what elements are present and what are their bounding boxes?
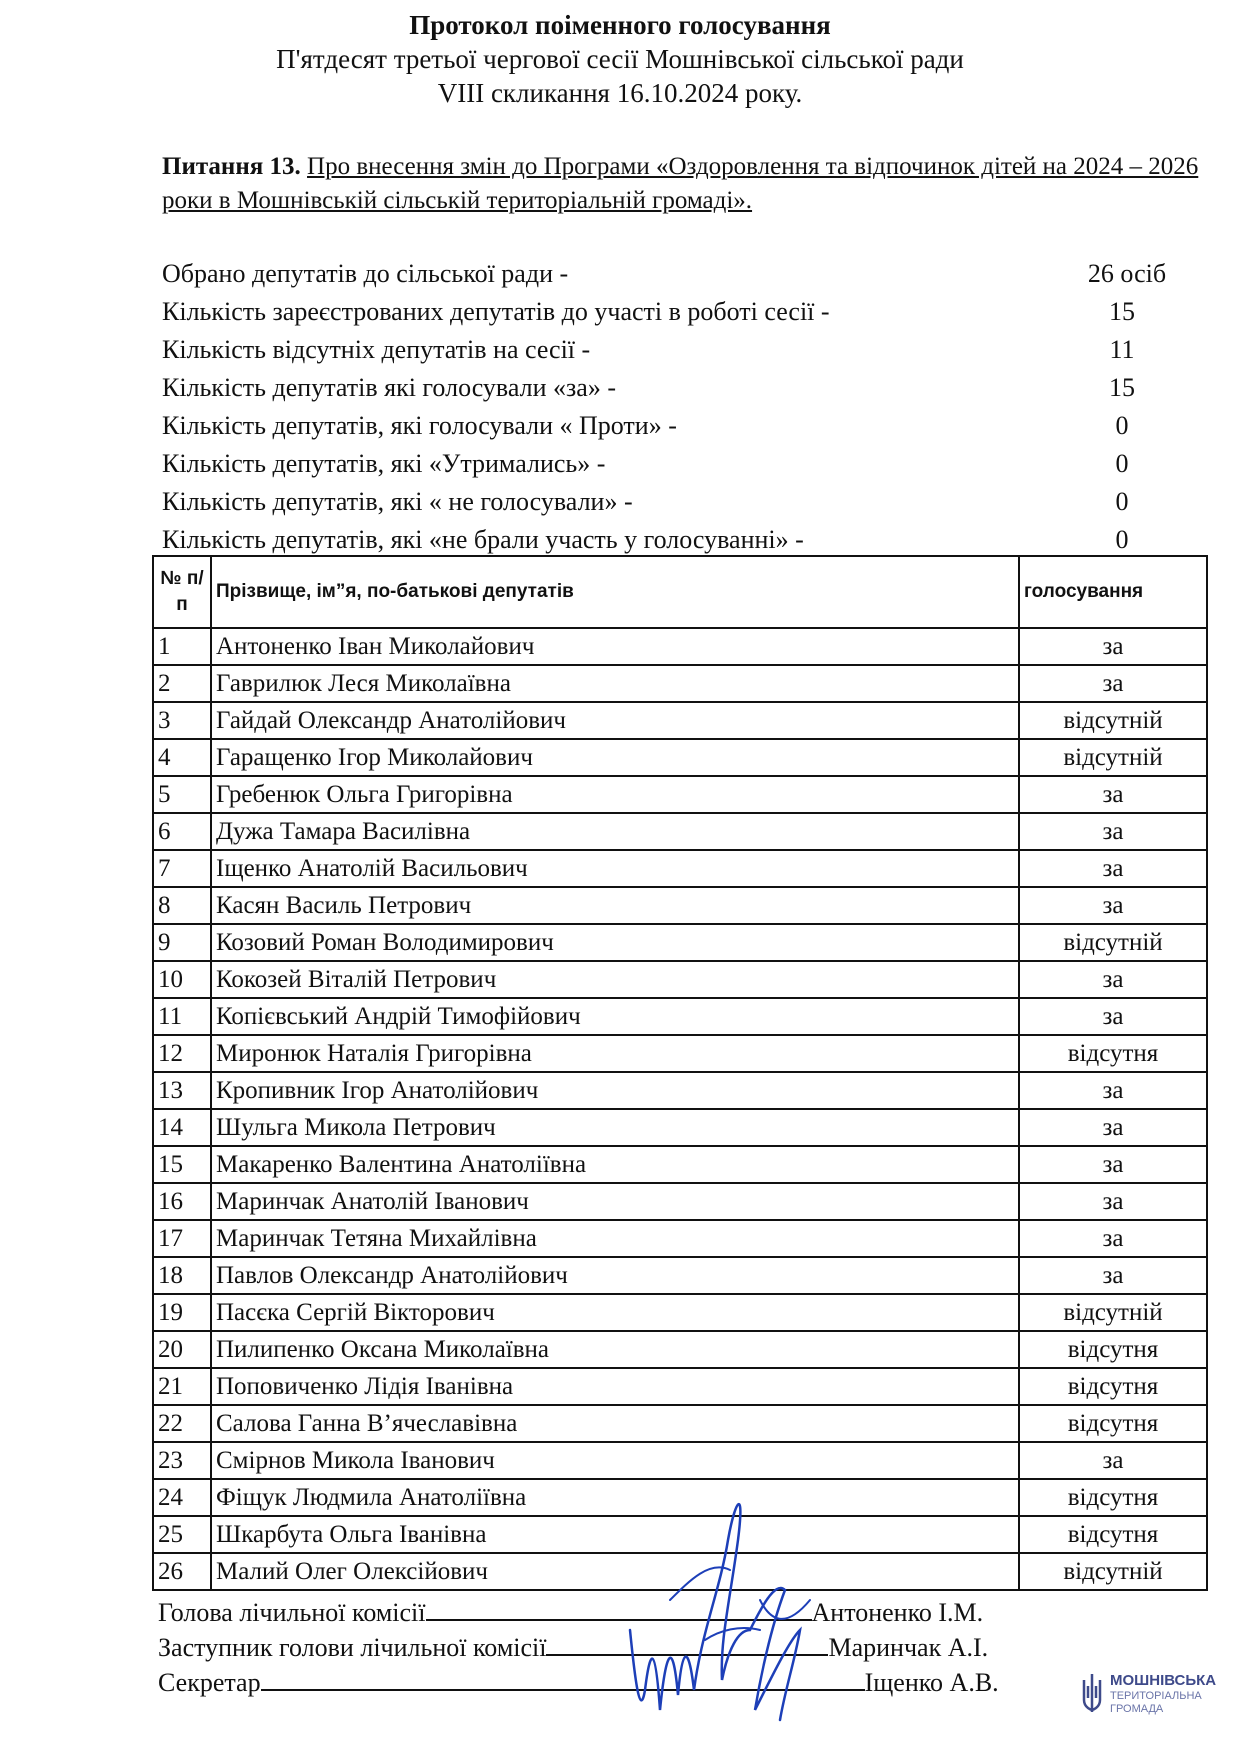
stat-label: Кількість зареєстрованих депутатів до участі в роботі сесії - bbox=[162, 297, 830, 326]
signature-role: Секретар bbox=[158, 1668, 261, 1697]
roll-call-table bbox=[152, 555, 1208, 1591]
row-number: 2 bbox=[153, 665, 211, 702]
stat-label: Кількість депутатів, які «Утримались» - bbox=[162, 449, 606, 478]
table-row bbox=[153, 1405, 1207, 1442]
row-number: 10 bbox=[153, 961, 211, 998]
row-number: 5 bbox=[153, 776, 211, 813]
deputy-name: Павлов Олександр Анатолійович bbox=[211, 1257, 1019, 1294]
vote-result: за bbox=[1019, 813, 1207, 850]
deputy-name: Іщенко Анатолій Васильович bbox=[211, 850, 1019, 887]
session-line: П'ятдесят третьої чергової сесії Мошнівської сільської ради bbox=[276, 44, 964, 74]
stat-row bbox=[162, 407, 1162, 445]
stat-row bbox=[162, 293, 1162, 331]
deputy-name: Поповиченко Лідія Іванівна bbox=[211, 1368, 1019, 1405]
logo-text bbox=[1110, 1672, 1216, 1716]
signature-name: Іщенко А.В. bbox=[864, 1668, 999, 1697]
vote-result: за bbox=[1019, 1109, 1207, 1146]
stat-value: 11 bbox=[1109, 335, 1135, 364]
table-row bbox=[153, 1035, 1207, 1072]
table-row bbox=[153, 1146, 1207, 1183]
stat-label: Кількість відсутніх депутатів на сесії - bbox=[162, 335, 591, 364]
stat-row bbox=[162, 445, 1162, 483]
deputy-name: Пасєка Сергій Вікторович bbox=[211, 1294, 1019, 1331]
vote-result: за bbox=[1019, 776, 1207, 813]
vote-result: за bbox=[1019, 1257, 1207, 1294]
vote-result: відсутня bbox=[1019, 1368, 1207, 1405]
table-row bbox=[153, 1442, 1207, 1479]
vote-result: відсутня bbox=[1019, 1405, 1207, 1442]
vote-result: за bbox=[1019, 850, 1207, 887]
deputy-name: Козовий Роман Володимирович bbox=[211, 924, 1019, 961]
deputy-name: Шульга Микола Петрович bbox=[211, 1109, 1019, 1146]
table-row bbox=[153, 1331, 1207, 1368]
protocol-header bbox=[0, 8, 1240, 110]
signature-role: Голова лічильної комісії bbox=[158, 1598, 426, 1627]
table-row bbox=[153, 850, 1207, 887]
table-row bbox=[153, 924, 1207, 961]
stat-label: Кількість депутатів, які голосували « Проти» - bbox=[162, 411, 677, 440]
deputy-name: Гаращенко Ігор Миколайович bbox=[211, 739, 1019, 776]
deputy-name: Гайдай Олександр Анатолійович bbox=[211, 702, 1019, 739]
vote-result: відсутня bbox=[1019, 1331, 1207, 1368]
vote-result: за bbox=[1019, 628, 1207, 665]
stat-row bbox=[162, 483, 1162, 521]
table-row bbox=[153, 739, 1207, 776]
deputy-name: Антоненко Іван Миколайович bbox=[211, 628, 1019, 665]
vote-result: за bbox=[1019, 1146, 1207, 1183]
deputy-name: Кропивник Ігор Анатолійович bbox=[211, 1072, 1019, 1109]
agenda-question: Питання 13. Про внесення змін до Програми «Оздоровлення та відпочинок дітей на 2024 – 2026 роки в Мошнівській сільській територіальній громаді». bbox=[162, 153, 1199, 214]
row-number: 16 bbox=[153, 1183, 211, 1220]
vote-result: за bbox=[1019, 665, 1207, 702]
stat-row bbox=[162, 331, 1162, 369]
deputy-name: Фіщук Людмила Анатоліївна bbox=[211, 1479, 1019, 1516]
vote-result: за bbox=[1019, 1183, 1207, 1220]
stat-value: 0 bbox=[1115, 411, 1129, 440]
row-number: 21 bbox=[153, 1368, 211, 1405]
table-row bbox=[153, 702, 1207, 739]
signature-role: Заступник голови лічильної комісії bbox=[158, 1633, 547, 1662]
deputy-name: Гребенюк Ольга Григорівна bbox=[211, 776, 1019, 813]
vote-result: за bbox=[1019, 961, 1207, 998]
header-vote: голосування bbox=[1019, 556, 1207, 628]
stat-value: 0 bbox=[1115, 487, 1129, 516]
table-row bbox=[153, 1257, 1207, 1294]
row-number: 4 bbox=[153, 739, 211, 776]
table-row bbox=[153, 1109, 1207, 1146]
vote-result: відсутня bbox=[1019, 1479, 1207, 1516]
vote-result: за bbox=[1019, 887, 1207, 924]
table-body bbox=[153, 628, 1207, 1590]
vote-result: за bbox=[1019, 1220, 1207, 1257]
stat-value: 15 bbox=[1109, 373, 1135, 402]
row-number: 3 bbox=[153, 702, 211, 739]
row-number: 14 bbox=[153, 1109, 211, 1146]
stat-label: Кількість депутатів, які «не брали участь у голосуванні» - bbox=[162, 525, 804, 554]
deputy-name: Кокозей Віталій Петрович bbox=[211, 961, 1019, 998]
vote-result: за bbox=[1019, 1442, 1207, 1479]
header-deputy-name: Прізвище, ім”я, по-батькові депутатів bbox=[211, 556, 1019, 628]
vote-result: відсутній bbox=[1019, 924, 1207, 961]
question-number: Питання 13 bbox=[162, 153, 295, 180]
stat-row bbox=[162, 369, 1162, 407]
row-number: 7 bbox=[153, 850, 211, 887]
row-number: 19 bbox=[153, 1294, 211, 1331]
row-number: 8 bbox=[153, 887, 211, 924]
row-number: 17 bbox=[153, 1220, 211, 1257]
row-number: 24 bbox=[153, 1479, 211, 1516]
row-number: 20 bbox=[153, 1331, 211, 1368]
deputy-name: Шкарбута Ольга Іванівна bbox=[211, 1516, 1019, 1553]
convocation-line: VIII скликання 16.10.2024 року. bbox=[437, 78, 803, 108]
row-number: 12 bbox=[153, 1035, 211, 1072]
vote-result: відсутній bbox=[1019, 739, 1207, 776]
deputy-name: Маринчак Анатолій Іванович bbox=[211, 1183, 1019, 1220]
deputy-name: Миронюк Наталія Григорівна bbox=[211, 1035, 1019, 1072]
table-row bbox=[153, 776, 1207, 813]
vote-result: за bbox=[1019, 1072, 1207, 1109]
row-number: 22 bbox=[153, 1405, 211, 1442]
table-row bbox=[153, 813, 1207, 850]
table-row bbox=[153, 1368, 1207, 1405]
table-row bbox=[153, 665, 1207, 702]
row-number: 11 bbox=[153, 998, 211, 1035]
table-row bbox=[153, 1072, 1207, 1109]
row-number: 13 bbox=[153, 1072, 211, 1109]
deputy-name: Салова Ганна В’ячеславівна bbox=[211, 1405, 1019, 1442]
community-logo bbox=[1080, 1672, 1235, 1732]
vote-result: відсутня bbox=[1019, 1035, 1207, 1072]
header-number: № п/п bbox=[153, 556, 211, 628]
stat-label: Обрано депутатів до сільської ради - bbox=[162, 259, 569, 288]
stat-value: 15 bbox=[1109, 297, 1135, 326]
deputy-name: Малий Олег Олексійович bbox=[211, 1553, 1019, 1590]
table-row bbox=[153, 961, 1207, 998]
table-header-row bbox=[153, 556, 1207, 628]
table-row bbox=[153, 1294, 1207, 1331]
row-number: 18 bbox=[153, 1257, 211, 1294]
row-number: 15 bbox=[153, 1146, 211, 1183]
vote-result: відсутній bbox=[1019, 702, 1207, 739]
row-number: 26 bbox=[153, 1553, 211, 1590]
signature-name: Антоненко І.М. bbox=[811, 1598, 984, 1627]
vote-result: відсутній bbox=[1019, 1294, 1207, 1331]
table-row bbox=[153, 1183, 1207, 1220]
signature-name: Маринчак А.І. bbox=[828, 1633, 989, 1662]
row-number: 1 bbox=[153, 628, 211, 665]
stat-value: 0 bbox=[1115, 449, 1129, 478]
stat-label: Кількість депутатів які голосували «за» - bbox=[162, 373, 616, 402]
logo-title: МОШНІВСЬКА bbox=[1110, 1672, 1217, 1689]
protocol-title: Протокол поіменного голосування bbox=[409, 10, 831, 40]
row-number: 23 bbox=[153, 1442, 211, 1479]
row-number: 6 bbox=[153, 813, 211, 850]
stat-row bbox=[162, 255, 1167, 293]
deputy-name: Гаврилюк Леся Миколаївна bbox=[211, 665, 1019, 702]
deputy-name: Смірнов Микола Іванович bbox=[211, 1442, 1019, 1479]
deputy-name: Копієвський Андрій Тимофійович bbox=[211, 998, 1019, 1035]
logo-subtitle-2: ГРОМАДА bbox=[1110, 1703, 1164, 1715]
stat-value: 0 bbox=[1115, 525, 1129, 554]
table-row bbox=[153, 1220, 1207, 1257]
question-topic: Про внесення змін до Програми «Оздоровлення та відпочинок дітей на 2024 – 2026 роки в Мошнівській сільській територіальній громаді». bbox=[162, 153, 1199, 214]
stat-row bbox=[162, 521, 1162, 559]
stat-label: Кількість депутатів, які « не голосували» - bbox=[162, 487, 633, 516]
table-row bbox=[153, 887, 1207, 924]
table-row bbox=[153, 628, 1207, 665]
handwritten-signature bbox=[610, 1480, 850, 1730]
trident-icon bbox=[1080, 1672, 1104, 1716]
vote-statistics bbox=[162, 255, 1167, 559]
deputy-name: Дужа Тамара Василівна bbox=[211, 813, 1019, 850]
deputy-name: Макаренко Валентина Анатоліївна bbox=[211, 1146, 1019, 1183]
vote-result: за bbox=[1019, 998, 1207, 1035]
logo-subtitle: ТЕРИТОРІАЛЬНА bbox=[1110, 1690, 1202, 1702]
vote-result: відсутня bbox=[1019, 1516, 1207, 1553]
deputy-name: Пилипенко Оксана Миколаївна bbox=[211, 1331, 1019, 1368]
deputy-name: Маринчак Тетяна Михайлівна bbox=[211, 1220, 1019, 1257]
row-number: 25 bbox=[153, 1516, 211, 1553]
table-row bbox=[153, 998, 1207, 1035]
vote-result: відсутній bbox=[1019, 1553, 1207, 1590]
deputy-name: Касян Василь Петрович bbox=[211, 887, 1019, 924]
row-number: 9 bbox=[153, 924, 211, 961]
stat-value: 26 осіб bbox=[1087, 259, 1167, 288]
